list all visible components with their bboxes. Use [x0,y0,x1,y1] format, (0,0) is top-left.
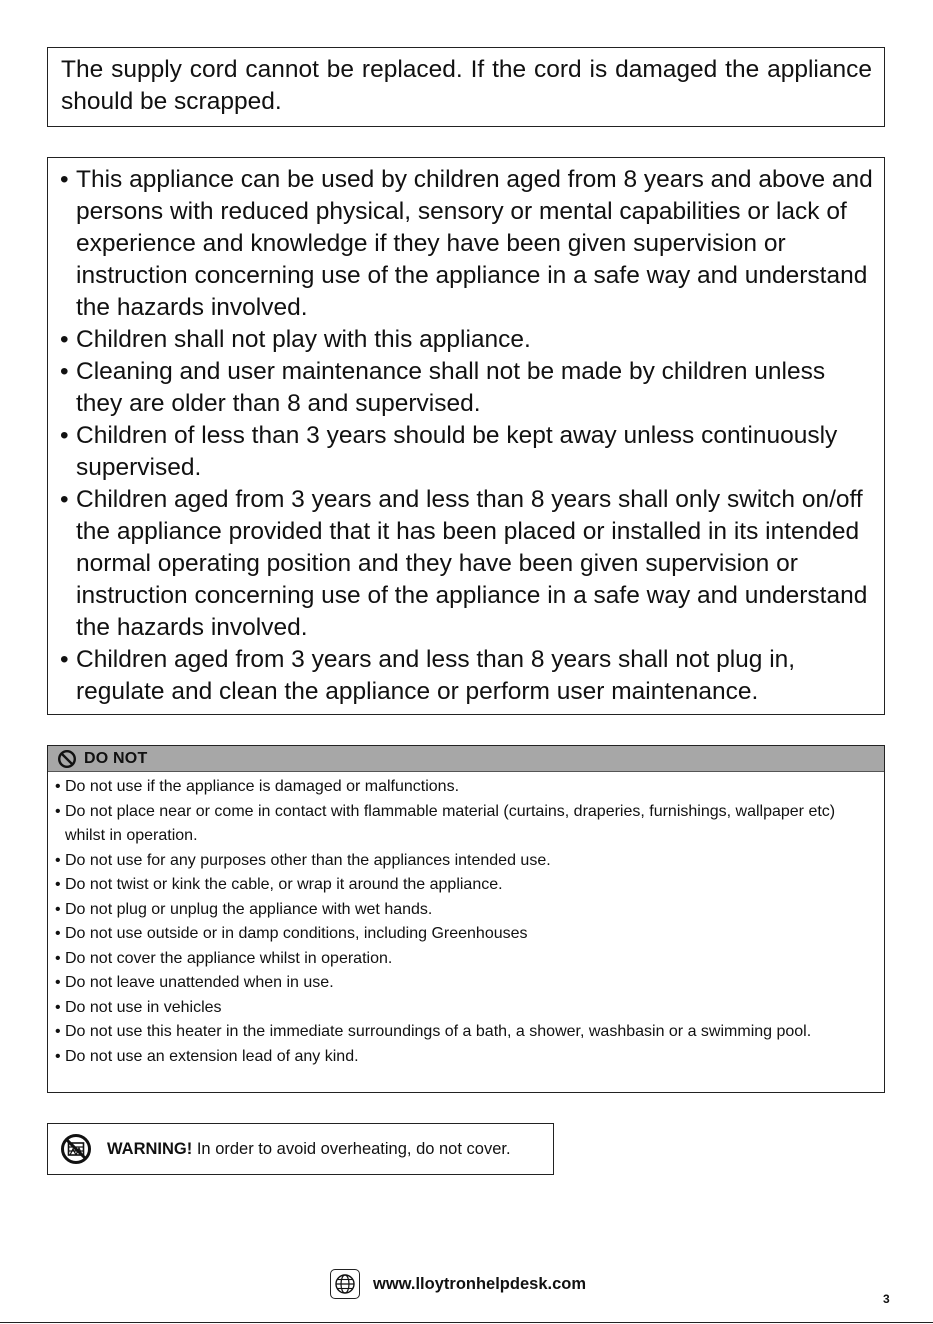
do-not-box [47,745,885,1093]
list-item: • Do not leave unattended when in use. [55,971,884,996]
list-item: • Do not cover the appliance whilst in operation. [55,947,884,972]
footer [330,1269,586,1299]
children-safety-box [47,157,885,715]
list-item: • Do not use this heater in the immediate surroundings of a bath, a shower, washbasin or a swimming pool. [55,1020,884,1045]
children-safety-list [60,164,874,708]
list-item: • Do not plug or unplug the appliance with wet hands. [55,898,884,923]
cord-notice-text: The supply cord cannot be replaced. If the cord is damaged the appliance should be scrapped. [61,56,872,115]
helpdesk-url[interactable]: www.lloytronhelpdesk.com [373,1274,587,1293]
warning-box [47,1123,554,1175]
list-item: • Children aged from 3 years and less than 8 years shall not plug in, regulate and clean the appliance or perform user maintenance. [60,644,874,708]
list-item: • Do not use in vehicles [55,996,884,1021]
do-not-list [48,772,884,1069]
cord-notice-box [47,47,885,127]
list-item: • Children aged from 3 years and less than 8 years shall only switch on/off the appliance provided that it has been placed or installed in its intended normal operating position and they have been given supervision or instruction concerning use of the appliance in a safe way and understand the hazards involved. [60,484,874,644]
list-item: • Children of less than 3 years should be kept away unless continuously supervised. [60,420,874,484]
warning-label: WARNING! [107,1139,193,1158]
list-item: • Children shall not play with this appliance. [60,324,874,356]
list-item: • Do not use for any purposes other than the appliances intended use. [55,849,884,874]
do-not-title: DO NOT [84,749,148,767]
do-not-header [48,746,884,772]
page-number: 3 [883,1292,890,1306]
list-item: • Do not use if the appliance is damaged or malfunctions. [55,775,884,800]
globe-icon [330,1269,360,1299]
warning-text [107,1140,511,1159]
warning-message: In order to avoid overheating, do not cover. [196,1139,511,1158]
prohibited-icon [57,749,77,769]
list-item: • Do not place near or come in contact with flammable material (curtains, draperies, furnishings, wallpaper etc) whilst in operation. [55,800,884,849]
bottom-divider [0,1322,933,1323]
list-item: • This appliance can be used by children aged from 8 years and above and persons with reduced physical, sensory or mental capabilities or lack of experience and knowledge if they have been given supervision or instruction concerning use of the appliance in a safe way and understand the hazards involved. [60,164,874,324]
do-not-cover-icon [60,1133,92,1165]
list-item: • Do not use outside or in damp conditions, including Greenhouses [55,922,884,947]
list-item: • Do not twist or kink the cable, or wrap it around the appliance. [55,873,884,898]
list-item: • Do not use an extension lead of any kind. [55,1045,884,1070]
list-item: • Cleaning and user maintenance shall not be made by children unless they are older than 8 and supervised. [60,356,874,420]
